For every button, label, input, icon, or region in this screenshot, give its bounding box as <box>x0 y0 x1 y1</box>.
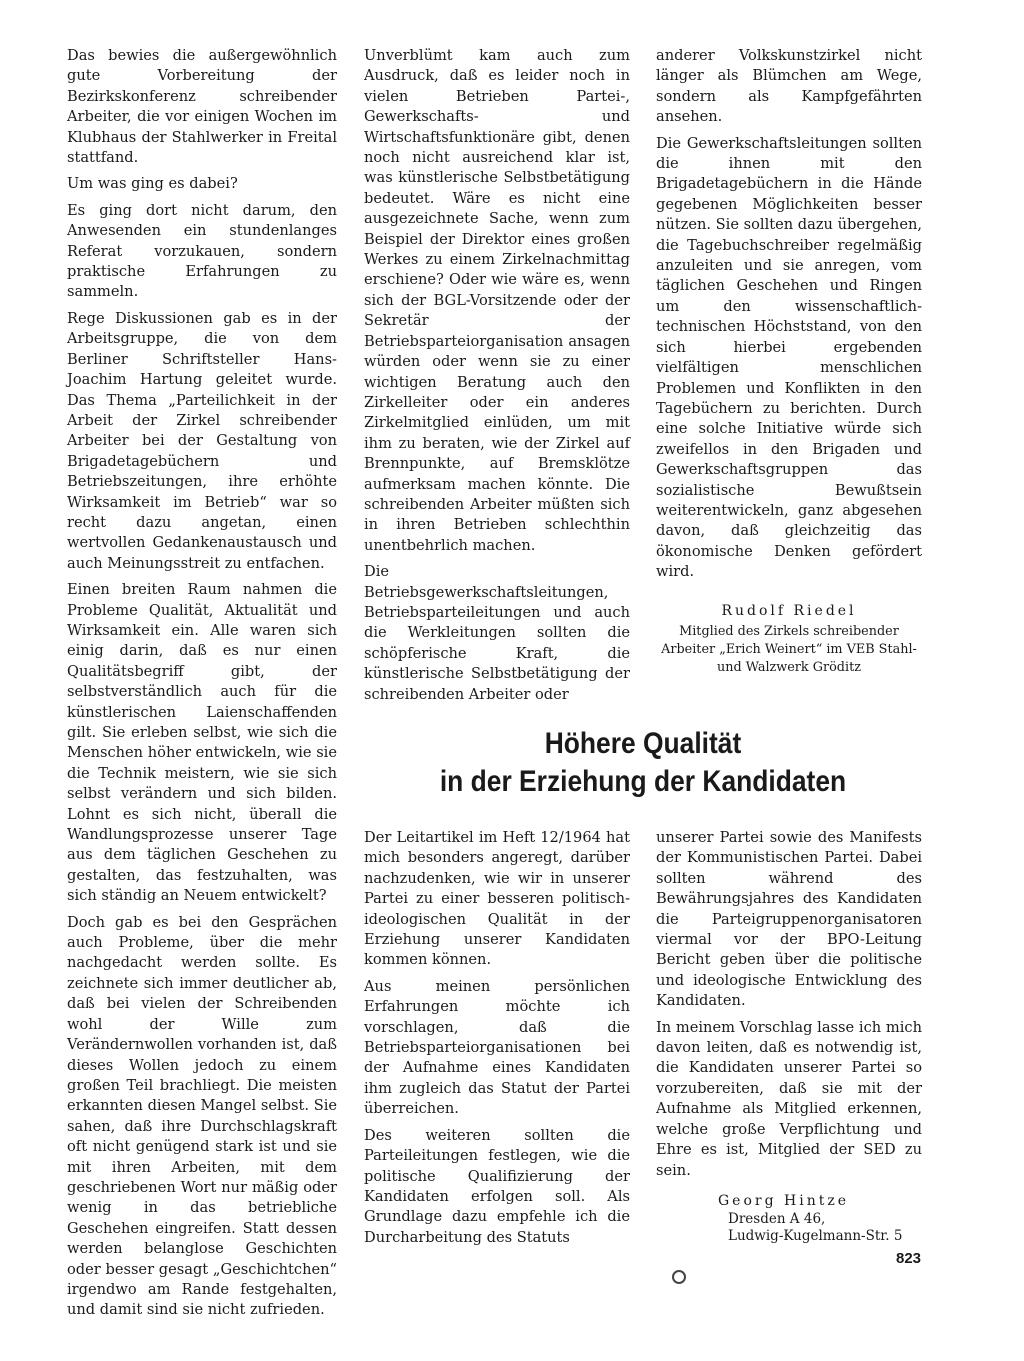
author-address-line-2: Ludwig-Kugelmann-Str. 5 <box>728 1228 903 1245</box>
paragraph: Rege Diskussionen gab es in der Arbeitsgruppe, die von dem Berliner Schriftsteller Hans-Joachim Hartung geleitet wurde. Das Thema „Parteilichkeit in der Arbeit der Zirkel schreibender Arbeiter bei der Gestaltung von Brigadetagebüchern und Betriebszeitungen, ihre erhöhte Wirksamkeit im Betrieb“ war so recht dazu angetan, einen wertvollen Gedankenaustausch und auch Meinungsstreit zu entfachen. <box>67 309 337 572</box>
article-left-column <box>364 828 630 1254</box>
paragraph: Die Betriebsgewerkschaftsleitungen, Betriebsparteileitungen und auch die Werkleitungen sollten die schöpferische Kraft, die künstlerische Selbstbetätigung der schreibenden Arbeiter oder <box>364 563 630 703</box>
middle-column <box>364 46 630 711</box>
paragraph: Unverblümt kam auch zum Ausdruck, daß es leider noch in vielen Betrieben Partei-, Gewerkschafts- und Wirtschaftsfunktionäre gibt, denen noch nicht ausreichend klar ist, was künstlerische Selbstbetätigung bedeutet. Wäre es nicht eine ausgezeichnete Sache, wenn zum Beispiel der Direktor eines großen Werkes zu einem Zirkelnachmittag erschiene? Oder wie wäre es, wenn sich der BGL-Vorsitzende oder der Sekretär der Betriebsparteiorganisation ansagen würden oder wenn sie zu einer wichtigen Beratung auch den Zirkelleiter oder ein anderes Zirkelmitglied einlüden, um mit ihm zu beraten, wie der Zirkel auf Brennpunkte, auf Bremsklötze aufmerksam machen könnte. Die schreibenden Arbeiter müßten sich in ihren Betrieben schlechthin unentbehrlich machen. <box>364 47 630 554</box>
author-address-line-1: Dresden A 46, <box>728 1211 826 1228</box>
headline-line-1: Höhere Qualität <box>544 727 742 760</box>
paragraph: Die Gewerkschaftsleitungen sollten die ihnen mit den Brigadetagebüchern in die Hände gegebenen Möglichkeiten besser nützen. Sie sollten dazu übergehen, die Tagebuchschreiber regelmäßig anzuleiten und sie anregen, vom täglichen Geschehen und Ringen um den wissenschaftlich-technischen Höchststand, von den sich hierbei ergebenden vielfältigen menschlichen Problemen und Konflikten in den Tagebüchern zu berichten. Durch eine solche Initiative würde sich zweifellos in den Brigaden und Gewerkschaftsgruppen das sozialistische Bewußtsein weiterentwickeln, ganz abgesehen davon, daß gleichzeitig das ökonomische Denken gefördert wird. <box>656 134 922 581</box>
paragraph: Um was ging es dabei? <box>67 175 238 193</box>
right-column <box>656 46 922 683</box>
print-mark-icon <box>672 1270 686 1284</box>
left-column <box>67 46 337 1327</box>
article-right-column <box>656 828 922 1245</box>
paragraph: In meinem Vorschlag lasse ich mich davon leiten, daß es notwendig ist, die Kandidaten unserer Partei so vorzubereiten, daß sie mit der Aufnahme als Mitglied erkennen, welche große Verpflichtung und Ehre es ist, Mitglied der SED zu sein. <box>656 1018 922 1179</box>
article-headline <box>397 725 888 801</box>
headline-line-2: in der Erziehung der Kandidaten <box>439 765 847 798</box>
paragraph: Doch gab es bei den Gesprächen auch Probleme, über die mehr nachgedacht werden sollte. Es zeichnete sich immer deutlicher ab, daß bei vielen der Schreibenden wohl der Wille zum Verändernwollen vorhanden ist, daß dieses Wollen jedoch zu einem großen Teil brachliegt. Die meisten erkannten diesen Mangel selbst. Sie sahen, daß ihre Durchschlagskraft oft nicht genügend stark ist und sie mit ihren Arbeiten, mit dem geschriebenen Wort nur mäßig oder wenig in das betriebliche Geschehen eingreifen. Statt dessen werden belanglose Geschichten oder besser gesagt „Geschichtchen“ irgendwo am Rande festgehalten, und damit sind sie nicht zufrieden. <box>67 913 337 1319</box>
paragraph: Der Leitartikel im Heft 12/1964 hat mich besonders angeregt, darüber nachzudenken, wie wir in unserer Partei zu einer besseren politisch-ideologischen Qualität in der Erziehung unserer Kandidaten kommen können. <box>364 829 630 969</box>
paragraph: unserer Partei sowie des Manifests der Kommunistischen Partei. Dabei sollten während des Bewährungsjahres des Kandidaten die Parteigruppenorganisatoren viermal vor der BPO-Leitung Bericht geben über die politische und ideologische Entwicklung des Kandidaten. <box>656 829 922 1010</box>
page-number: 823 <box>896 1250 922 1267</box>
author-name: Georg Hintze <box>718 1192 849 1209</box>
paragraph: Es ging dort nicht darum, den Anwesenden ein stundenlanges Referat vorzukauen, sondern praktische Erfahrungen zu sammeln. <box>67 201 337 301</box>
paragraph: Einen breiten Raum nahmen die Probleme Qualität, Aktualität und Wirksamkeit ein. Alle waren sich einig darin, daß es nur einen Qualitätsbegriff gibt, der selbstverständlich auch für die künstlerischen Laienschaffenden gilt. Sie erleben selbst, wie sich die Menschen höher entwickeln, wie sie die Technik meistern, wie sie sich selbst verändern und sich bilden. Lohnt es sich nicht, überall die Wandlungsprozesse unserer Tage aus dem täglichen Geschehen zu gestalten, das festzuhalten, was sich ständig an Neuem entwickelt? <box>67 581 337 905</box>
paragraph: anderer Volkskunstzirkel nicht länger als Blümchen am Wege, sondern als Kampfgefährten ansehen. <box>656 47 922 126</box>
author-name: Rudolf Riedel <box>721 602 857 619</box>
paragraph: Des weiteren sollten die Parteileitungen festlegen, wie die politische Qualifizierung der Kandidaten erfolgen soll. Als Grundlage dazu empfehle ich die Durcharbeitung des Statuts <box>364 1126 630 1246</box>
paragraph: Aus meinen persönlichen Erfahrungen möchte ich vorschlagen, daß die Betriebsparteiorganisationen bei der Aufnahme eines Kandidaten ihm zugleich das Statut der Partei überreichen. <box>364 977 630 1118</box>
paragraph: Das bewies die außergewöhnlich gute Vorbereitung der Bezirkskonferenz schreibender Arbeiter, die vor einigen Wochen im Klubhaus der Stahlwerker in Freital stattfand. <box>67 47 337 167</box>
author-description: Mitglied des Zirkels schreibender Arbeiter „Erich Weinert“ im VEB Stahl- und Walzwerk Gröditz <box>661 623 917 675</box>
